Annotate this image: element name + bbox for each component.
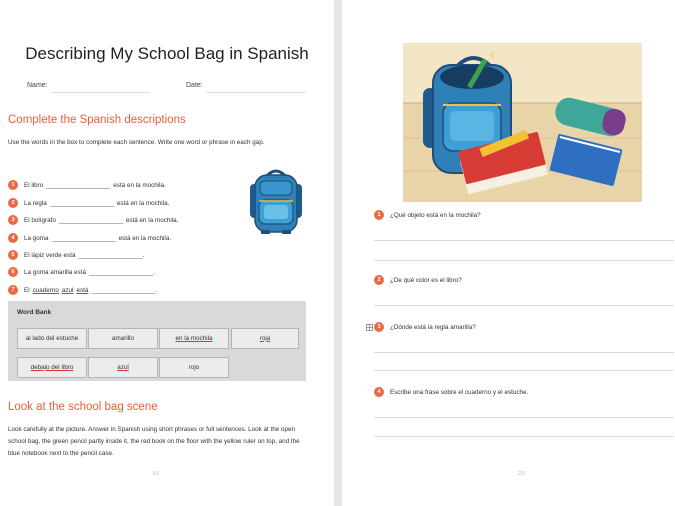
name-field-line[interactable]: [52, 92, 150, 93]
scene-instructions: Look carefully at the picture. Answer in Spanish using short phrases or full sentences. Look at the open school bag, the green pencil partly inside it, the red book on the floor with the yellow ruler on top, and the blue notebook next to the pencil case.: [8, 426, 300, 457]
word-bank-item: roja: [231, 328, 299, 349]
sentence-before: La goma: [24, 234, 49, 242]
sentence-item: [8, 249, 144, 261]
sentence-before: El lápiz verde está: [24, 251, 76, 259]
answer-line[interactable]: [374, 240, 674, 241]
sentence-blank[interactable]: ____________________: [78, 251, 143, 259]
answer-line[interactable]: [374, 436, 674, 437]
spellcheck-word: cuaderno: [32, 286, 59, 294]
sentence-before: La goma amarilla está: [24, 268, 86, 276]
word-bank-item: al lado del estuche: [17, 328, 87, 349]
name-label: Name:: [27, 82, 48, 89]
number-badge: 2: [374, 275, 384, 285]
date-field-line[interactable]: [206, 92, 306, 93]
word-bank-item: azul: [88, 357, 158, 378]
question-text: Escribe una frase sobre el cuaderno y el estuche.: [390, 388, 529, 396]
word-bank-item: rojo: [159, 357, 229, 378]
number-badge: 3: [8, 215, 18, 225]
question-item: [374, 209, 481, 221]
number-badge: 3: [374, 322, 384, 332]
section-heading-complete: Complete the Spanish descriptions: [8, 114, 186, 126]
word-bank-item: debajo del libro: [17, 357, 87, 378]
sentence-after: está en la mochila.: [116, 199, 170, 207]
sentence-blank[interactable]: ____________________: [58, 216, 123, 224]
number-badge: 7: [8, 285, 18, 295]
sentence-blank[interactable]: ____________________: [46, 181, 111, 189]
spellcheck-word: está: [76, 286, 89, 294]
number-badge: 5: [8, 250, 18, 260]
page-title: Describing My School Bag in Spanish: [25, 44, 309, 63]
page-number: 1/3: [152, 471, 159, 477]
backpack-icon: [247, 164, 305, 236]
number-badge: 4: [374, 387, 384, 397]
sentence-item: [8, 284, 157, 296]
sentence-after: está en la mochila.: [113, 181, 166, 189]
sentence-after: está en la mochila.: [125, 216, 179, 224]
sentence-blank[interactable]: ____________________: [51, 234, 116, 242]
sentence-item: [8, 214, 178, 226]
section-heading-scene: Look at the school bag scene: [8, 401, 158, 413]
sentence-blank[interactable]: ____________________: [91, 286, 156, 294]
sentence-item: [8, 232, 171, 244]
table-move-handle-icon[interactable]: [366, 324, 373, 331]
number-badge: 6: [8, 267, 18, 277]
number-badge: 1: [8, 180, 18, 190]
sentence-blank[interactable]: ____________________: [49, 199, 114, 207]
sentence-after: está en la mochila.: [118, 234, 172, 242]
answer-line[interactable]: [374, 370, 674, 371]
question-item: [374, 386, 528, 398]
answer-line[interactable]: [374, 260, 674, 261]
word-bank: [8, 301, 306, 381]
question-item: [374, 274, 462, 286]
word-bank-title: Word Bank: [17, 309, 52, 316]
spellcheck-word: azul: [61, 286, 74, 294]
number-badge: 2: [8, 198, 18, 208]
sentence-item: [8, 179, 166, 191]
sentence-before: La regla: [24, 199, 47, 207]
answer-line[interactable]: [374, 417, 674, 418]
sentence-before: El: [24, 286, 30, 294]
sentence-before: El bolígrafo: [24, 216, 56, 224]
question-text: ¿De qué color es el libro?: [390, 276, 462, 284]
sentence-item: [8, 266, 155, 278]
sentence-blank[interactable]: ____________________: [88, 268, 153, 276]
question-text: ¿Dónde está la regla amarilla?: [390, 323, 476, 331]
answer-line[interactable]: [374, 305, 674, 306]
answer-line[interactable]: [374, 352, 674, 353]
word-bank-item: amarillo: [88, 328, 158, 349]
sentence-after: .: [153, 268, 155, 276]
word-bank-item: en la mochila: [159, 328, 229, 349]
sentence-before: El libro: [24, 181, 44, 189]
date-label: Date:: [186, 82, 203, 89]
worksheet-page-1: [0, 0, 334, 506]
question-item: [374, 321, 476, 333]
sentence-item: [8, 197, 169, 209]
number-badge: 4: [8, 233, 18, 243]
section-instructions: Use the words in the box to complete each sentence. Write one word or phrase in each gap.: [8, 139, 265, 146]
school-bag-scene-illustration: [403, 43, 642, 202]
sentence-after: .: [155, 286, 158, 294]
sentence-after: .: [142, 251, 145, 259]
page-number: 2/3: [518, 471, 525, 477]
worksheet-page-2: [342, 0, 675, 506]
question-text: ¿Qué objeto está en la mochila?: [390, 211, 481, 219]
number-badge: 1: [374, 210, 384, 220]
